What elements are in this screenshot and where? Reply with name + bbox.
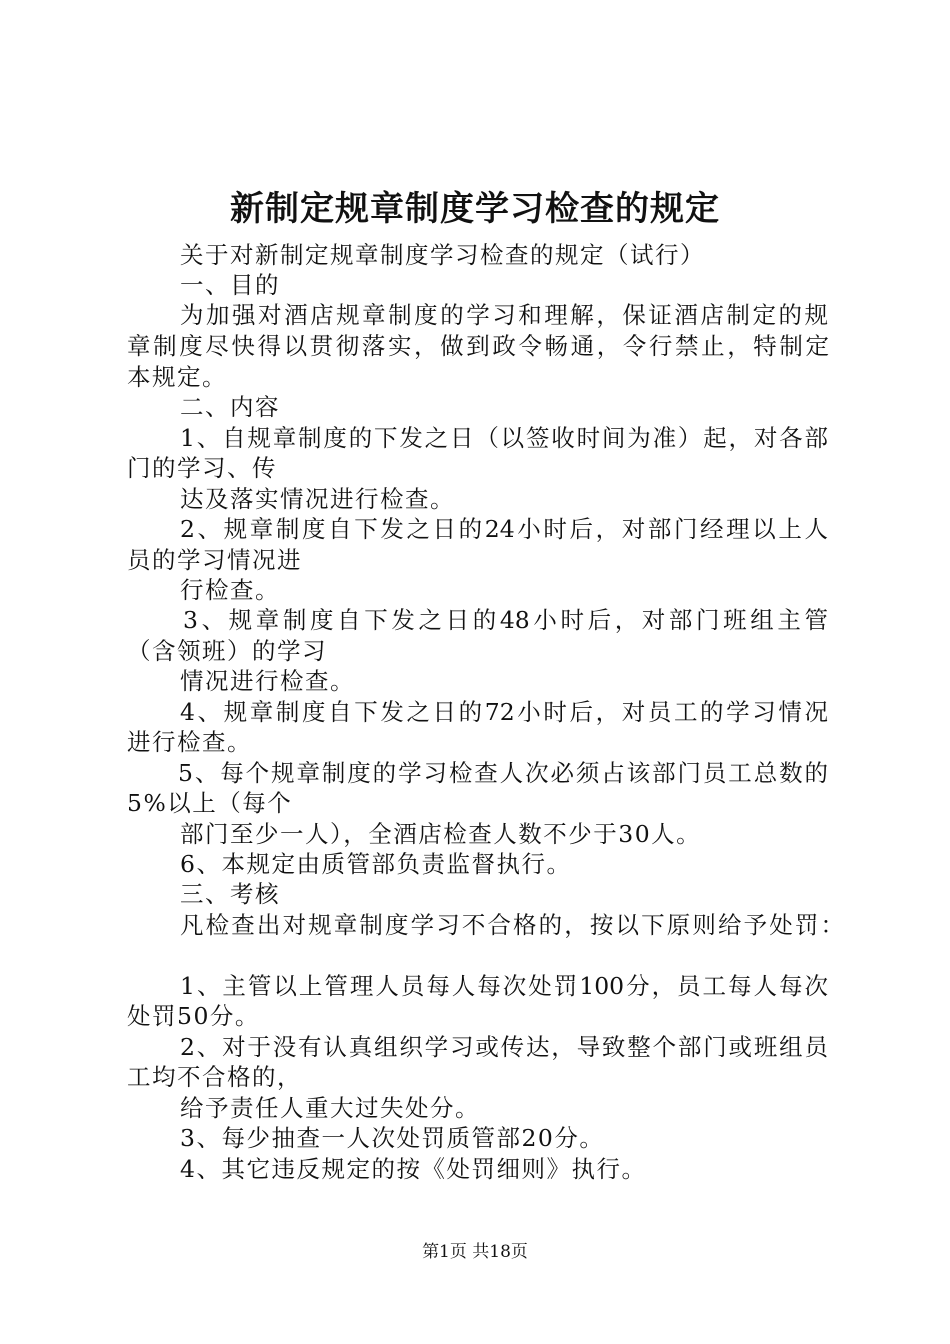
paragraph-line: 进行检查。 — [127, 728, 252, 756]
paragraph-line: 1、主管以上管理人员每人每次处罚100分，员工每人每次 — [180, 972, 828, 1000]
paragraph-line: 工均不合格的， — [127, 1063, 302, 1091]
paragraph-line: 3、每少抽查一人次处罚质管部20分。 — [180, 1124, 605, 1152]
section-heading-assessment: 三、考核 — [180, 880, 280, 908]
paragraph-line: 员的学习情况进 — [127, 546, 302, 574]
document-title: 新制定规章制度学习检查的规定 — [230, 189, 720, 229]
subtitle-line: 关于对新制定规章制度学习检查的规定（试行） — [180, 241, 705, 269]
paragraph-line: 凡检查出对规章制度学习不合格的，按以下原则给予处罚： — [180, 911, 844, 939]
paragraph-line: 6、本规定由质管部负责监督执行。 — [180, 850, 572, 878]
paragraph-line: 5%以上（每个 — [127, 789, 293, 817]
paragraph-line: 达及落实情况进行检查。 — [180, 485, 455, 513]
paragraph-line: 2、对于没有认真组织学习或传达，导致整个部门或班组员 — [180, 1033, 828, 1061]
paragraph-line: 章制度尽快得以贯彻落实，做到政令畅通，令行禁止，特制定 — [127, 332, 829, 360]
paragraph-line: 4、规章制度自下发之日的72小时后，对员工的学习情况 — [180, 698, 828, 726]
paragraph-line: 2、规章制度自下发之日的24小时后，对部门经理以上人 — [180, 515, 828, 543]
paragraph-line: 门的学习、传 — [127, 454, 277, 482]
paragraph-line: 为加强对酒店规章制度的学习和理解，保证酒店制定的规 — [180, 301, 828, 329]
paragraph-line: 处罚50分。 — [127, 1002, 260, 1030]
paragraph-line: 部门至少一人），全酒店检查人数不少于30人。 — [180, 820, 702, 848]
paragraph-line: 5、每个规章制度的学习检查人次必须占该部门员工总数的 — [178, 759, 828, 787]
paragraph-line: 行检查。 — [180, 576, 280, 604]
paragraph-line: 给予责任人重大过失处分。 — [180, 1094, 480, 1122]
paragraph-line: 本规定。 — [127, 363, 227, 391]
paragraph-line: 1、自规章制度的下发之日（以签收时间为准）起，对各部 — [180, 424, 828, 452]
paragraph-line: 情况进行检查。 — [180, 667, 355, 695]
page-number-footer: 第1页 共18页 — [422, 1242, 528, 1262]
paragraph-line: 3、规章制度自下发之日的48小时后，对部门班组主管 — [183, 606, 828, 634]
section-heading-content: 二、内容 — [180, 393, 280, 421]
section-heading-purpose: 一、目的 — [180, 271, 280, 299]
paragraph-line: （含领班）的学习 — [127, 637, 327, 665]
paragraph-line: 4、其它违反规定的按《处罚细则》执行。 — [180, 1155, 647, 1183]
